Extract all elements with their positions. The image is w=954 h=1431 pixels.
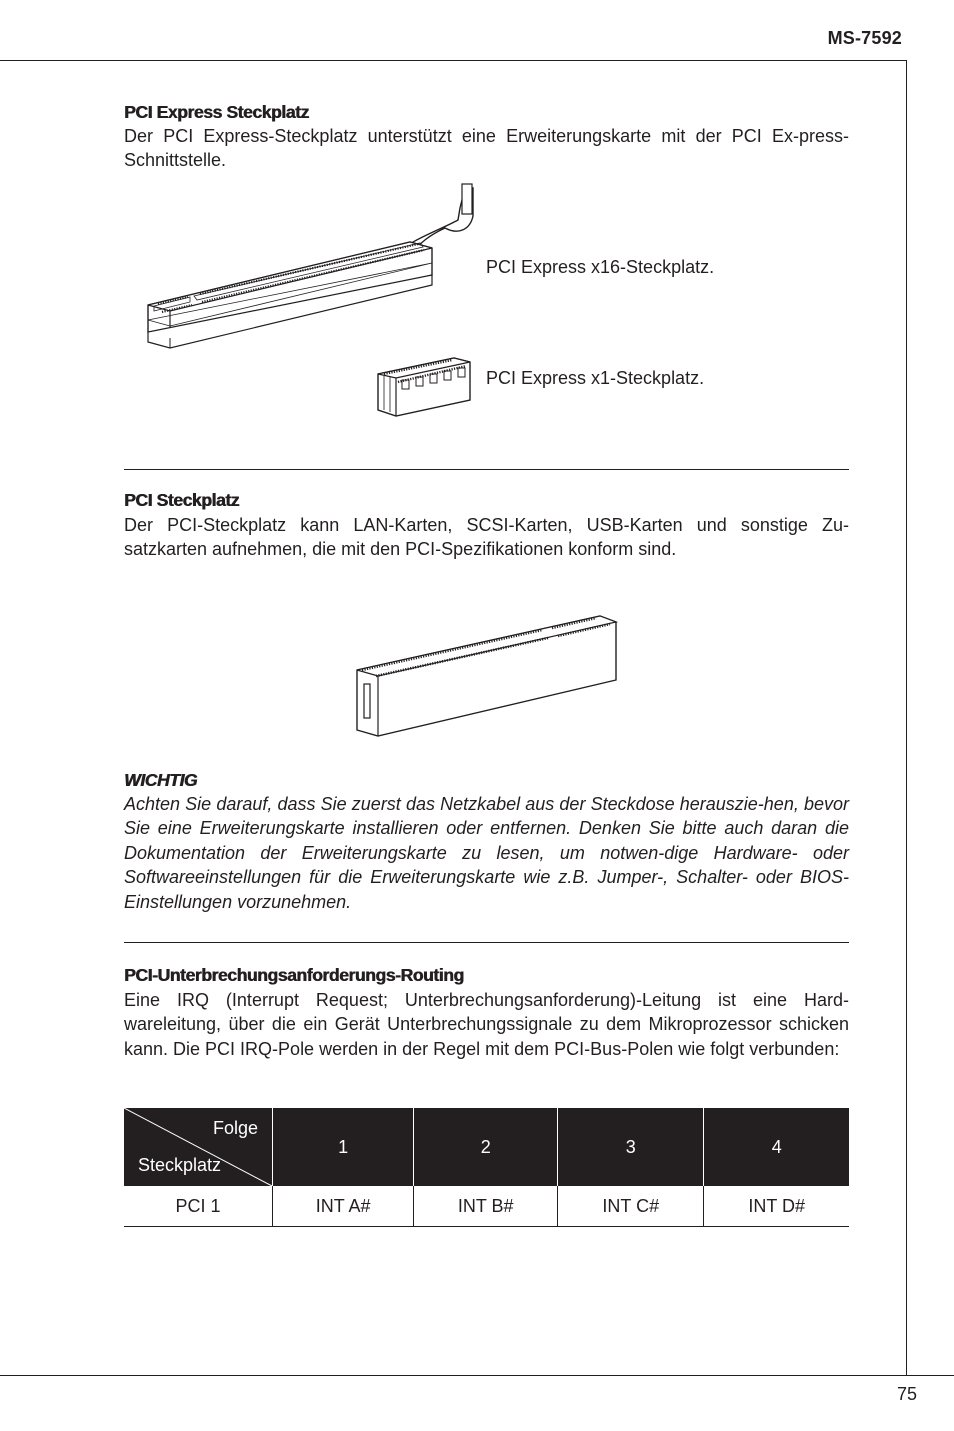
margin-rule [906, 60, 907, 1376]
irq-routing-table [124, 1108, 849, 1227]
pcie-x1-slot-illustration [374, 352, 478, 422]
table-cell: INT D# [704, 1186, 849, 1227]
caption-pcie-x16: PCI Express x16-Steckplatz. [486, 257, 715, 277]
table-row [124, 1186, 849, 1227]
section-title-irq: PCI-Unterbrechungsanforderungs-Routing [124, 965, 464, 985]
important-title: WICHTIG [124, 770, 198, 790]
footer-rule [0, 1375, 954, 1376]
table-cell: INT C# [558, 1186, 704, 1227]
important-text: Achten Sie darauf, dass Sie zuerst das Netzkabel aus der Steckdose herauszie-hen, bevor Sie eine Erweiterungskarte installieren oder entfernen. Denken Sie bitte auch daran die Dokumentation der Erweiterungskarte zu lesen, um notwen-dige Hardware- oder Softwareeinstellungen für die Erweiterungskarte wie z.B. Jumper-, Schalter- oder BIOS-Einstellungen vorzunehmen. [124, 794, 849, 912]
table-header-cell: 1 [273, 1108, 414, 1186]
table-header-cell: 3 [558, 1108, 704, 1186]
page-number: 75 [896, 1384, 917, 1404]
table-header-cell: 4 [704, 1108, 849, 1186]
corner-label-folge: Folge [212, 1118, 258, 1138]
caption-pcie-x1: PCI Express x1-Steckplatz. [486, 368, 705, 388]
table-cell: INT A# [273, 1186, 414, 1227]
table-corner-header [124, 1108, 273, 1186]
corner-label-steckplatz: Steckplatz [138, 1155, 222, 1175]
section-divider [124, 469, 849, 470]
section-divider [124, 942, 849, 943]
pcie-x16-slot-illustration [140, 180, 480, 360]
section-title-pci: PCI Steckplatz [124, 490, 239, 510]
header-rule [0, 60, 906, 61]
table-cell: INT B# [414, 1186, 558, 1227]
model-number: MS-7592 [827, 28, 902, 48]
table-header-cell: 2 [414, 1108, 558, 1186]
section-title-pcie: PCI Express Steckplatz [124, 102, 309, 122]
section-text-irq: Eine IRQ (Interrupt Request; Unterbrechungsanforderung)-Leitung ist eine Hard-wareleitung, über die ein Gerät Unterbrechungssignale zu dem Mikroprozessor schicken kann. Die PCI IRQ-Pole werden in der Regel mit dem PCI-Bus-Polen wie folgt verbunden: [124, 990, 849, 1059]
table-cell-slot: PCI 1 [124, 1186, 273, 1227]
section-text-pci: Der PCI-Steckplatz kann LAN-Karten, SCSI-Karten, USB-Karten und sonstige Zu-satzkarten aufnehmen, die mit den PCI-Spezifikationen konform sind. [124, 515, 849, 560]
pci-slot-illustration [352, 608, 622, 742]
section-text-pcie: Der PCI Express-Steckplatz unterstützt eine Erweiterungskarte mit der PCI Ex-press-Schnittstelle. [124, 126, 849, 171]
